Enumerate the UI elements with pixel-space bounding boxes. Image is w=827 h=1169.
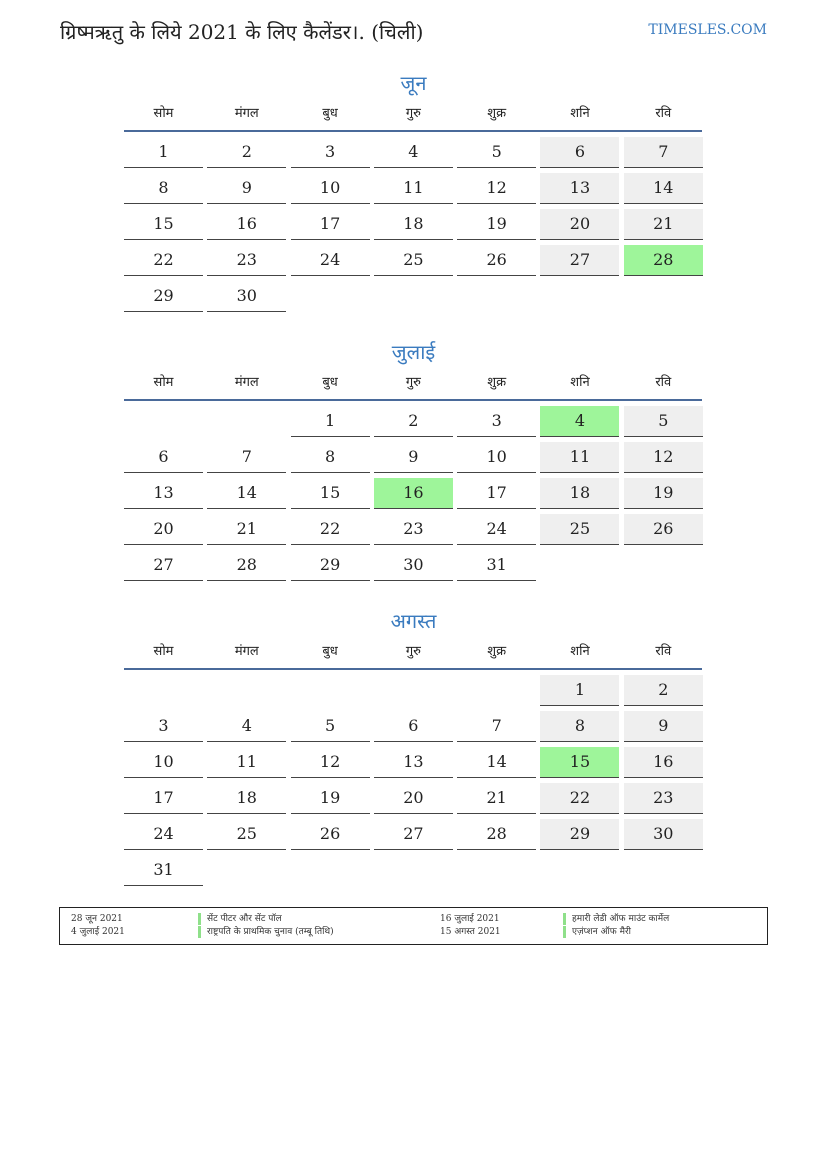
legend-date: 16 जुलाई 2021 <box>440 914 500 924</box>
weekday-label: बुध <box>322 106 338 121</box>
weekday-label: शनि <box>570 375 590 390</box>
day-cell: 1 <box>291 406 370 437</box>
day-cell: 2 <box>624 675 703 706</box>
month-name: अगस्त <box>390 609 437 633</box>
holiday-day-cell: 28 <box>624 245 703 276</box>
day-cell: 27 <box>124 550 203 581</box>
day-cell: 10 <box>457 442 536 473</box>
day-cell: 22 <box>291 514 370 545</box>
day-cell: 31 <box>124 855 203 886</box>
day-cell: 11 <box>207 747 286 778</box>
day-cell: 14 <box>207 478 286 509</box>
day-cell: 31 <box>457 550 536 581</box>
day-cell: 17 <box>291 209 370 240</box>
day-cell: 15 <box>124 209 203 240</box>
day-cell: 5 <box>291 711 370 742</box>
day-cell: 10 <box>124 747 203 778</box>
day-cell: 14 <box>457 747 536 778</box>
day-cell: 13 <box>540 173 619 204</box>
empty-day-cell <box>374 675 453 706</box>
weekday-label: रवि <box>655 644 672 659</box>
page-title: ग्रिष्मऋतु के लिये 2021 के लिए कैलेंडर।. (चिली) <box>60 20 424 44</box>
weekday-label: मंगल <box>234 375 259 390</box>
day-cell: 20 <box>540 209 619 240</box>
day-cell: 4 <box>374 137 453 168</box>
day-cell: 20 <box>374 783 453 814</box>
weekday-label: गुरु <box>405 644 421 659</box>
holiday-day-cell: 16 <box>374 478 453 509</box>
day-cell: 21 <box>457 783 536 814</box>
weekday-label: शुक्र <box>487 644 507 659</box>
weekday-label: मंगल <box>234 644 259 659</box>
day-cell: 14 <box>624 173 703 204</box>
month-divider <box>124 399 702 401</box>
day-cell: 27 <box>374 819 453 850</box>
day-cell: 3 <box>457 406 536 437</box>
legend-holiday-name: सेंट पीटर और सेंट पॉल <box>198 913 282 925</box>
day-cell: 13 <box>124 478 203 509</box>
day-cell: 8 <box>124 173 203 204</box>
empty-day-cell <box>207 406 286 437</box>
day-cell: 22 <box>124 245 203 276</box>
day-cell: 18 <box>540 478 619 509</box>
day-cell: 15 <box>291 478 370 509</box>
legend-holiday-name: एज़ंप्शन ऑफ मैरी <box>563 926 631 938</box>
day-cell: 8 <box>540 711 619 742</box>
day-cell: 25 <box>207 819 286 850</box>
day-cell: 29 <box>540 819 619 850</box>
day-cell: 8 <box>291 442 370 473</box>
day-cell: 7 <box>624 137 703 168</box>
day-cell: 13 <box>374 747 453 778</box>
day-cell: 5 <box>457 137 536 168</box>
day-cell: 2 <box>207 137 286 168</box>
holiday-legend <box>59 907 768 945</box>
weekday-label: सोम <box>153 644 174 659</box>
day-cell: 9 <box>207 173 286 204</box>
weekday-header-row <box>124 642 703 668</box>
day-cell: 12 <box>291 747 370 778</box>
weekday-header-row <box>124 373 703 399</box>
day-cell: 16 <box>624 747 703 778</box>
legend-date: 4 जुलाई 2021 <box>71 927 125 937</box>
weekday-label: बुध <box>322 644 338 659</box>
day-cell: 18 <box>374 209 453 240</box>
day-cell: 30 <box>207 281 286 312</box>
day-cell: 1 <box>540 675 619 706</box>
weekday-label: गुरु <box>405 106 421 121</box>
month-calendar <box>124 337 703 581</box>
legend-holiday-name: हमारी लेडी ऑफ माउंट कार्मेल <box>563 913 669 925</box>
day-cell: 9 <box>374 442 453 473</box>
day-cell: 26 <box>624 514 703 545</box>
day-cell: 21 <box>207 514 286 545</box>
day-cell: 7 <box>457 711 536 742</box>
weekday-label: बुध <box>322 375 338 390</box>
day-cell: 18 <box>207 783 286 814</box>
weekday-label: गुरु <box>405 375 421 390</box>
day-cell: 17 <box>124 783 203 814</box>
day-cell: 23 <box>207 245 286 276</box>
day-cell: 19 <box>624 478 703 509</box>
day-cell: 10 <box>291 173 370 204</box>
day-cell: 12 <box>457 173 536 204</box>
empty-day-cell <box>124 406 203 437</box>
legend-holiday-name: राष्ट्रपति के प्राथमिक चुनाव (तम्बू तिथि) <box>198 926 334 938</box>
day-cell: 28 <box>207 550 286 581</box>
day-cell: 12 <box>624 442 703 473</box>
empty-day-cell <box>124 675 203 706</box>
day-cell: 3 <box>124 711 203 742</box>
month-calendar <box>124 68 703 312</box>
day-cell: 6 <box>374 711 453 742</box>
day-grid <box>124 137 703 312</box>
day-cell: 24 <box>457 514 536 545</box>
day-cell: 29 <box>291 550 370 581</box>
day-cell: 9 <box>624 711 703 742</box>
day-cell: 21 <box>624 209 703 240</box>
day-grid <box>124 675 703 886</box>
month-divider <box>124 668 702 670</box>
day-cell: 26 <box>457 245 536 276</box>
day-cell: 29 <box>124 281 203 312</box>
day-cell: 25 <box>374 245 453 276</box>
weekday-label: शुक्र <box>487 375 507 390</box>
legend-date: 28 जून 2021 <box>71 914 123 924</box>
legend-date: 15 अगस्त 2021 <box>440 927 501 937</box>
day-cell: 6 <box>124 442 203 473</box>
day-cell: 24 <box>291 245 370 276</box>
day-cell: 30 <box>624 819 703 850</box>
day-cell: 23 <box>624 783 703 814</box>
site-link[interactable]: TIMESLES.COM <box>648 22 767 38</box>
day-cell: 27 <box>540 245 619 276</box>
day-cell: 11 <box>540 442 619 473</box>
day-cell: 6 <box>540 137 619 168</box>
weekday-header-row <box>124 104 703 130</box>
day-cell: 17 <box>457 478 536 509</box>
weekday-label: रवि <box>655 375 672 390</box>
weekday-label: रवि <box>655 106 672 121</box>
day-cell: 1 <box>124 137 203 168</box>
month-name: जून <box>400 71 427 95</box>
day-cell: 7 <box>207 442 286 473</box>
day-cell: 28 <box>457 819 536 850</box>
empty-day-cell <box>207 675 286 706</box>
holiday-day-cell: 15 <box>540 747 619 778</box>
holiday-day-cell: 4 <box>540 406 619 437</box>
day-cell: 30 <box>374 550 453 581</box>
day-cell: 11 <box>374 173 453 204</box>
month-name: जुलाई <box>391 340 436 364</box>
day-cell: 20 <box>124 514 203 545</box>
day-cell: 2 <box>374 406 453 437</box>
day-cell: 26 <box>291 819 370 850</box>
day-cell: 5 <box>624 406 703 437</box>
weekday-label: मंगल <box>234 106 259 121</box>
day-cell: 4 <box>207 711 286 742</box>
day-cell: 22 <box>540 783 619 814</box>
day-grid <box>124 406 703 581</box>
weekday-label: सोम <box>153 375 174 390</box>
empty-day-cell <box>457 675 536 706</box>
empty-day-cell <box>291 675 370 706</box>
day-cell: 19 <box>291 783 370 814</box>
day-cell: 24 <box>124 819 203 850</box>
month-divider <box>124 130 702 132</box>
month-calendar <box>124 606 703 886</box>
day-cell: 25 <box>540 514 619 545</box>
weekday-label: सोम <box>153 106 174 121</box>
day-cell: 16 <box>207 209 286 240</box>
day-cell: 23 <box>374 514 453 545</box>
day-cell: 3 <box>291 137 370 168</box>
weekday-label: शनि <box>570 106 590 121</box>
day-cell: 19 <box>457 209 536 240</box>
weekday-label: शनि <box>570 644 590 659</box>
weekday-label: शुक्र <box>487 106 507 121</box>
